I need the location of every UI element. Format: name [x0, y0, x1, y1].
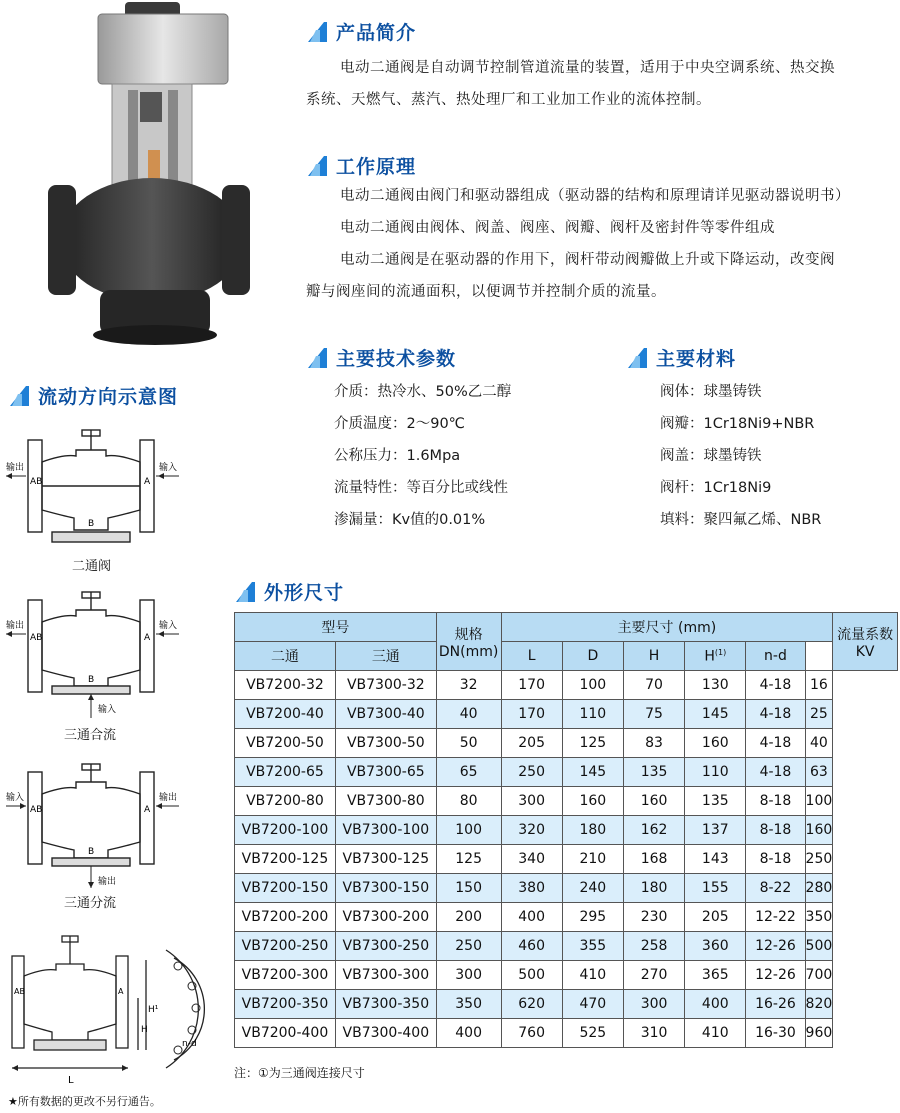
port-a-label: A	[144, 633, 151, 643]
flow-section-title: 流动方向示意图	[8, 382, 178, 409]
table-cell: 8-18	[746, 816, 805, 845]
table-cell: 16-26	[746, 990, 805, 1019]
table-cell: 280	[805, 874, 833, 903]
table-cell: 355	[562, 932, 623, 961]
table-cell: VB7200-100	[235, 816, 336, 845]
material-bonnet: 阀盖：球墨铸铁	[660, 448, 762, 464]
table-cell: 70	[623, 671, 684, 700]
table-cell: 270	[623, 961, 684, 990]
table-cell: 16	[805, 671, 833, 700]
port-a-label: A	[118, 987, 124, 996]
table-cell: 960	[805, 1019, 833, 1048]
port-a-label: A	[144, 805, 151, 815]
table-cell: 40	[805, 729, 833, 758]
table-cell: 500	[805, 932, 833, 961]
table-cell: 75	[623, 700, 684, 729]
table-cell: 8-22	[746, 874, 805, 903]
table-cell: 32	[436, 671, 501, 700]
material-stem: 阀杆：1Cr18Ni9	[660, 480, 772, 496]
dimension-table-body	[235, 671, 898, 1048]
table-row	[235, 874, 898, 903]
principle-line-2: 电动二通阀由阀体、阀盖、阀座、阀瓣、阀杆及密封件等零件组成	[340, 220, 775, 236]
table-cell: 50	[436, 729, 501, 758]
table-cell: 65	[436, 758, 501, 787]
table-cell: 410	[562, 961, 623, 990]
table-cell: 295	[562, 903, 623, 932]
table-row	[235, 816, 898, 845]
table-cell: 350	[436, 990, 501, 1019]
table-cell: 230	[623, 903, 684, 932]
header-h: H	[623, 642, 684, 671]
spec-temperature: 介质温度：2～90℃	[334, 416, 465, 432]
table-cell: VB7200-250	[235, 932, 336, 961]
section-bullet-icon	[626, 347, 648, 369]
principle-line-4: 瓣与阀座间的流通面积，以便调节并控制介质的流量。	[306, 284, 666, 300]
table-cell: VB7300-300	[335, 961, 436, 990]
table-cell: VB7200-200	[235, 903, 336, 932]
port-b-label: B	[88, 675, 95, 685]
intro-section-title: 产品简介	[306, 18, 416, 45]
table-cell: 8-18	[746, 787, 805, 816]
principle-line-3: 电动二通阀是在驱动器的作用下，阀杆带动阀瓣做上升或下降运动，改变阀	[340, 252, 835, 268]
table-cell: 155	[685, 874, 746, 903]
three-way-mixing-diagram	[4, 590, 182, 720]
table-cell: VB7300-350	[335, 990, 436, 1019]
table-cell: 180	[562, 816, 623, 845]
intro-line-2: 系统、天燃气、蒸汽、热处理厂和工业加工作业的流体控制。	[306, 92, 711, 108]
outlet-label: 输出	[6, 463, 25, 473]
table-cell: 110	[685, 758, 746, 787]
table-cell: 160	[805, 816, 833, 845]
header-l: L	[501, 642, 562, 671]
table-cell: 205	[501, 729, 562, 758]
table-row	[235, 671, 898, 700]
table-cell: 250	[436, 932, 501, 961]
table-cell: VB7200-40	[235, 700, 336, 729]
table-cell: 12-22	[746, 903, 805, 932]
table-cell: 100	[805, 787, 833, 816]
table-cell: 168	[623, 845, 684, 874]
inlet-label: 输入	[159, 621, 178, 631]
table-cell: VB7200-32	[235, 671, 336, 700]
table-cell: 110	[562, 700, 623, 729]
table-cell: 4-18	[746, 758, 805, 787]
table-cell: 160	[562, 787, 623, 816]
footer-note: ★所有数据的更改不另行通告。	[8, 1095, 161, 1108]
port-ab-label: AB	[30, 805, 43, 815]
spec-leakage: 渗漏量：Kv值的0.01%	[334, 512, 486, 528]
table-cell: 16-30	[746, 1019, 805, 1048]
table-cell: 180	[623, 874, 684, 903]
table-cell: 410	[685, 1019, 746, 1048]
spec-pressure: 公称压力：1.6Mpa	[334, 448, 461, 464]
table-cell: 125	[562, 729, 623, 758]
table-cell: VB7200-400	[235, 1019, 336, 1048]
three-way-mixing-caption: 三通合流	[64, 728, 117, 743]
dimension-drawing	[4, 928, 230, 1088]
table-cell: VB7300-40	[335, 700, 436, 729]
inlet-label: 输入	[6, 793, 25, 803]
table-cell: 350	[805, 903, 833, 932]
table-cell: 130	[685, 671, 746, 700]
spec-flow-characteristic: 流量特性：等百分比或线性	[334, 480, 508, 496]
table-cell: 620	[501, 990, 562, 1019]
table-cell: VB7200-80	[235, 787, 336, 816]
table-cell: 125	[436, 845, 501, 874]
table-row	[235, 729, 898, 758]
table-cell: 100	[562, 671, 623, 700]
section-bullet-icon	[8, 385, 30, 407]
table-row	[235, 932, 898, 961]
table-cell: VB7200-50	[235, 729, 336, 758]
table-cell: 80	[436, 787, 501, 816]
two-way-caption: 二通阀	[72, 559, 112, 574]
outlet-label: 输出	[6, 621, 25, 631]
dimension-table	[234, 612, 898, 1048]
port-a-label: A	[144, 477, 151, 487]
table-row	[235, 787, 898, 816]
table-cell: 258	[623, 932, 684, 961]
header-three-way: 三通	[335, 642, 436, 671]
specs-section-title: 主要技术参数	[306, 344, 456, 371]
table-cell: 137	[685, 816, 746, 845]
dims-section-title: 外形尺寸	[234, 578, 344, 605]
two-way-valve-diagram	[4, 420, 182, 550]
section-bullet-icon	[306, 347, 328, 369]
table-cell: VB7200-350	[235, 990, 336, 1019]
outlet-b-label: 输出	[98, 877, 117, 887]
header-h1: $H^{(1)}$	[685, 642, 746, 671]
spec-medium: 介质：热冷水、50%乙二醇	[334, 384, 512, 400]
inlet-label: 输入	[159, 463, 178, 473]
inlet-b-label: 输入	[98, 705, 117, 715]
table-cell: VB7200-300	[235, 961, 336, 990]
table-cell: VB7200-65	[235, 758, 336, 787]
table-cell: 250	[805, 845, 833, 874]
table-cell: VB7300-400	[335, 1019, 436, 1048]
table-row	[235, 845, 898, 874]
table-cell: 135	[623, 758, 684, 787]
port-ab-label: AB	[30, 477, 43, 487]
table-cell: 4-18	[746, 729, 805, 758]
table-cell: 8-18	[746, 845, 805, 874]
table-cell: 25	[805, 700, 833, 729]
material-packing: 填料：聚四氟乙烯、NBR	[660, 512, 822, 528]
header-nd: n-d	[746, 642, 805, 671]
valve-product-image	[40, 0, 260, 360]
table-cell: 100	[436, 816, 501, 845]
table-row	[235, 1019, 898, 1048]
table-row	[235, 990, 898, 1019]
materials-section-title: 主要材料	[626, 344, 736, 371]
material-disc: 阀瓣：1Cr18Ni9+NBR	[660, 416, 815, 432]
table-cell: 360	[685, 932, 746, 961]
dim-h1-label: H¹	[148, 1005, 159, 1015]
table-cell: 460	[501, 932, 562, 961]
table-cell: 4-18	[746, 671, 805, 700]
table-cell: 310	[623, 1019, 684, 1048]
port-ab-label: AB	[30, 633, 43, 643]
principle-section-title: 工作原理	[306, 152, 416, 179]
dim-h-label: H	[141, 1025, 148, 1035]
table-cell: 143	[685, 845, 746, 874]
table-cell: VB7300-200	[335, 903, 436, 932]
header-flow-coefficient: 流量系数KV	[833, 613, 898, 671]
table-cell: 380	[501, 874, 562, 903]
table-cell: 40	[436, 700, 501, 729]
dim-nd-label: n-d	[182, 1039, 197, 1049]
table-cell: 12-26	[746, 932, 805, 961]
principle-line-1: 电动二通阀由阀门和驱动器组成（驱动器的结构和原理请详见驱动器说明书）	[340, 188, 850, 204]
table-cell: 470	[562, 990, 623, 1019]
intro-line-1: 电动二通阀是自动调节控制管道流量的装置，适用于中央空调系统、热交换	[340, 60, 835, 76]
port-ab-label: AB	[14, 987, 25, 996]
table-cell: 760	[501, 1019, 562, 1048]
table-cell: VB7200-125	[235, 845, 336, 874]
table-cell: 4-18	[746, 700, 805, 729]
table-cell: 340	[501, 845, 562, 874]
table-cell: 240	[562, 874, 623, 903]
header-d: D	[562, 642, 623, 671]
table-cell: 300	[623, 990, 684, 1019]
table-cell: 700	[805, 961, 833, 990]
table-cell: VB7300-125	[335, 845, 436, 874]
table-cell: VB7300-65	[335, 758, 436, 787]
header-two-way: 二通	[235, 642, 336, 671]
port-b-label: B	[88, 519, 95, 529]
table-cell: 320	[501, 816, 562, 845]
port-b-label: B	[88, 847, 95, 857]
table-cell: 160	[623, 787, 684, 816]
table-cell: 145	[562, 758, 623, 787]
table-cell: 525	[562, 1019, 623, 1048]
table-cell: 170	[501, 700, 562, 729]
table-cell: 12-26	[746, 961, 805, 990]
table-cell: VB7300-50	[335, 729, 436, 758]
header-main-dims: 主要尺寸 (mm)	[501, 613, 833, 642]
section-bullet-icon	[234, 581, 256, 603]
table-cell: 820	[805, 990, 833, 1019]
table-cell: 162	[623, 816, 684, 845]
section-bullet-icon	[306, 21, 328, 43]
table-row	[235, 903, 898, 932]
table-cell: 210	[562, 845, 623, 874]
section-bullet-icon	[306, 155, 328, 177]
table-cell: VB7300-100	[335, 816, 436, 845]
table-cell: 500	[501, 961, 562, 990]
table-cell: 365	[685, 961, 746, 990]
table-cell: 200	[436, 903, 501, 932]
table-cell: 83	[623, 729, 684, 758]
table-cell: 135	[685, 787, 746, 816]
table-cell: 205	[685, 903, 746, 932]
material-body: 阀体：球墨铸铁	[660, 384, 762, 400]
three-way-diverting-caption: 三通分流	[64, 896, 117, 911]
table-cell: 300	[501, 787, 562, 816]
table-cell: 250	[501, 758, 562, 787]
outlet-label: 输出	[159, 793, 178, 803]
table-note: 注：①为三通阀连接尺寸	[234, 1066, 365, 1080]
table-cell: 170	[501, 671, 562, 700]
table-cell: 300	[436, 961, 501, 990]
table-cell: 145	[685, 700, 746, 729]
header-model: 型号	[235, 613, 437, 642]
table-row	[235, 758, 898, 787]
dim-l-label: L	[68, 1075, 74, 1086]
table-cell: 400	[501, 903, 562, 932]
table-cell: 63	[805, 758, 833, 787]
table-cell: VB7300-250	[335, 932, 436, 961]
header-spec: 规格DN(mm)	[436, 613, 501, 671]
table-cell: 150	[436, 874, 501, 903]
three-way-diverting-diagram	[4, 762, 182, 890]
table-cell: VB7300-150	[335, 874, 436, 903]
table-cell: VB7200-150	[235, 874, 336, 903]
table-row	[235, 700, 898, 729]
table-cell: 160	[685, 729, 746, 758]
table-row	[235, 961, 898, 990]
table-cell: VB7300-80	[335, 787, 436, 816]
table-cell: 400	[685, 990, 746, 1019]
table-cell: 400	[436, 1019, 501, 1048]
table-cell: VB7300-32	[335, 671, 436, 700]
